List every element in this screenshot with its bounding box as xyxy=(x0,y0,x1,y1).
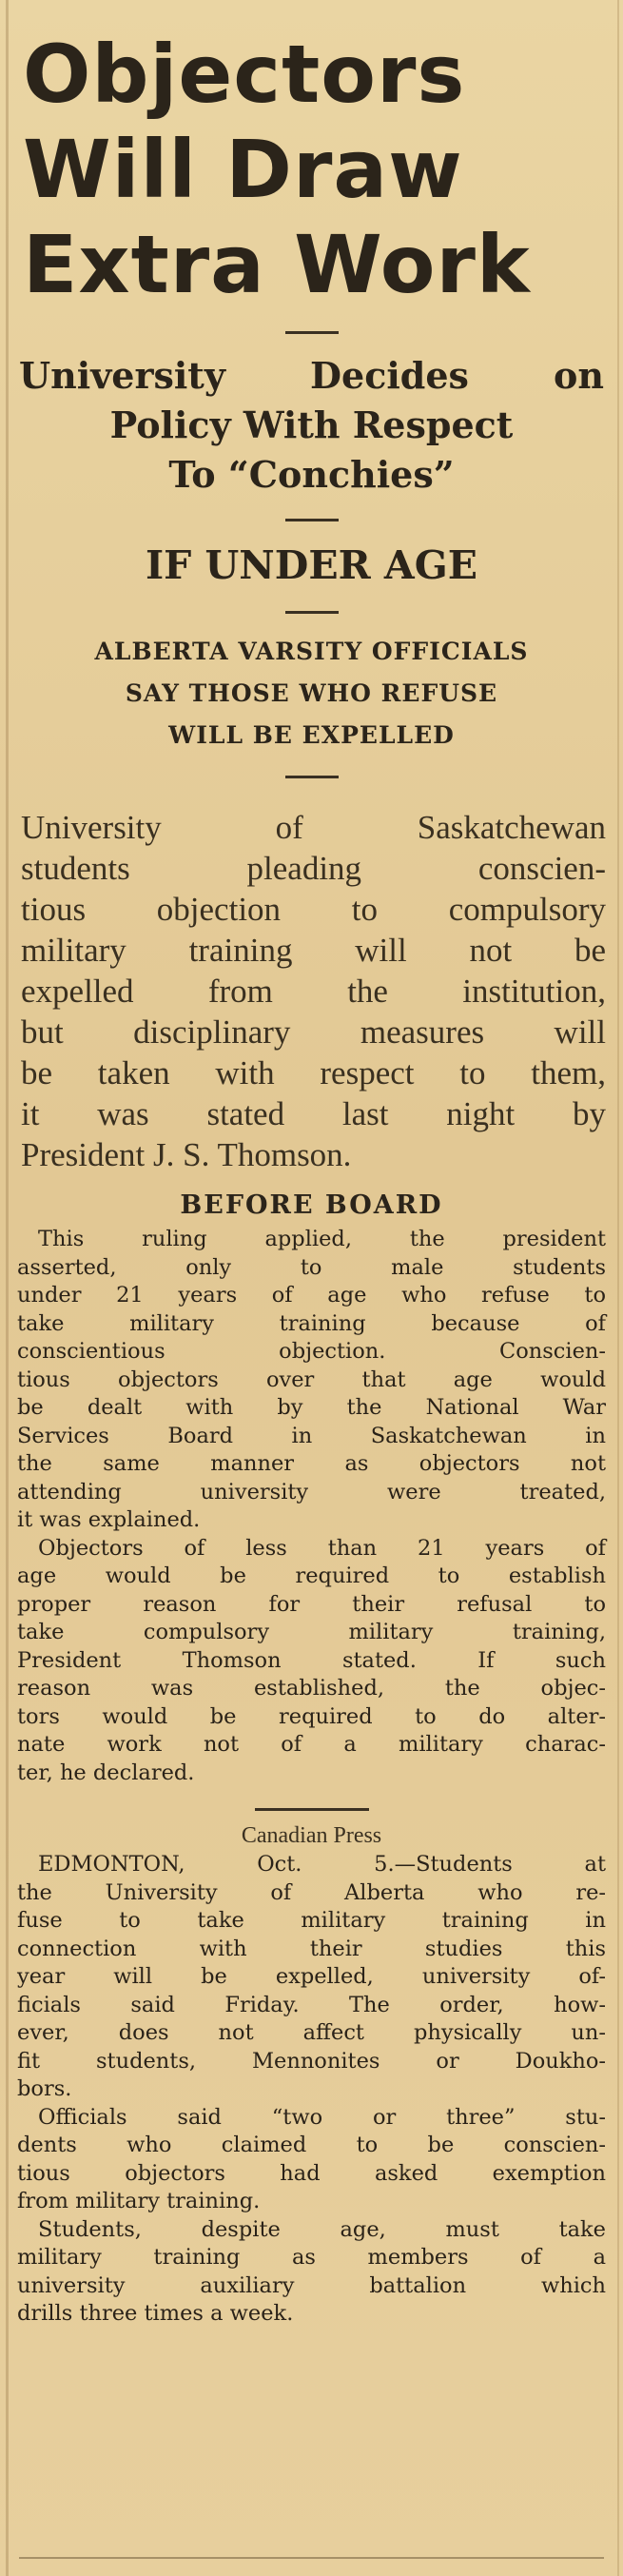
body-line: year will be expelled, university of- xyxy=(17,1964,606,1989)
body-line: Students, despite age, must take xyxy=(38,2216,606,2242)
subdeck xyxy=(0,631,623,757)
divider-rule xyxy=(285,519,339,521)
body-line: EDMONTON, Oct. 5.—Students at xyxy=(38,1852,606,1877)
body-line: attending university were treated, xyxy=(17,1479,606,1504)
lead-line: University of Saskatchewan xyxy=(21,809,606,846)
divider-rule xyxy=(285,611,339,614)
body-line: Officials said “two or three” stu- xyxy=(38,2104,606,2130)
body-line: drills three times a week. xyxy=(17,2301,294,2326)
subdeck-line: WILL BE EXPELLED xyxy=(168,721,455,749)
lead-line: President J. S. Thomson. xyxy=(21,1136,352,1173)
bottom-rule xyxy=(19,2557,604,2559)
body-line: ter, he declared. xyxy=(17,1760,195,1785)
body-line: take military training because of xyxy=(17,1310,606,1336)
headline-line: Will Draw xyxy=(23,123,463,216)
body-line: age would be required to establish xyxy=(17,1563,606,1588)
body-line: fuse to take military training in xyxy=(17,1908,606,1933)
body-paragraph xyxy=(17,2216,606,2329)
body-line: under 21 years of age who refuse to xyxy=(17,1283,606,1308)
lead-line: tious objection to compulsory xyxy=(21,891,606,928)
body-paragraph xyxy=(17,1226,606,1535)
body-line: nate work not of a military charac- xyxy=(17,1732,606,1757)
body-line: be dealt with by the National War xyxy=(17,1395,606,1420)
body-line: military training as members of a xyxy=(17,2245,606,2270)
divider-rule xyxy=(255,1808,369,1811)
lead-line: military training will not be xyxy=(21,932,606,969)
wire-credit: Canadian Press xyxy=(241,1823,382,1848)
body-line: tious objectors had asked exemption xyxy=(17,2160,606,2186)
body-paragraph xyxy=(17,1851,606,2104)
body-line: connection with their studies this xyxy=(17,1936,606,1961)
headline-line: Objectors xyxy=(23,28,466,121)
subdeck-line: SAY THOSE WHO REFUSE xyxy=(125,679,498,707)
lead-line: be taken with respect to them, xyxy=(21,1054,606,1091)
deck-line: University Decides on xyxy=(19,354,604,397)
body-line: asserted, only to male students xyxy=(17,1254,606,1280)
deck xyxy=(0,351,623,500)
lead-line: it was stated last night by xyxy=(21,1095,606,1132)
body-line: bors. xyxy=(17,2076,72,2101)
body-line: take compulsory military training, xyxy=(17,1620,606,1644)
body-line: ever, does not affect physically un- xyxy=(17,2020,606,2045)
headline-line: Extra Work xyxy=(23,218,531,311)
body-line: Services Board in Saskatchewan in xyxy=(17,1423,606,1448)
deck-line: To “Conchies” xyxy=(168,453,455,496)
body-line: it was explained. xyxy=(17,1507,201,1532)
article-body xyxy=(0,1226,623,2329)
headline xyxy=(0,0,623,312)
lead-line: expelled from the institution, xyxy=(21,973,606,1010)
lead-paragraph xyxy=(0,807,623,1175)
body-paragraph xyxy=(17,1535,606,1788)
body-line: the University of Alberta who re- xyxy=(17,1879,606,1905)
body-line: This ruling applied, the president xyxy=(38,1227,606,1251)
deck-line: Policy With Respect xyxy=(109,403,514,446)
divider-rule xyxy=(285,331,339,334)
body-line: President Thomson stated. If such xyxy=(17,1647,606,1673)
section-heading: BEFORE BOARD xyxy=(180,1190,443,1220)
body-line: tious objectors over that age would xyxy=(17,1367,606,1392)
divider-rule xyxy=(285,776,339,778)
lead-line: students pleading conscien- xyxy=(21,850,606,887)
body-line: conscientious objection. Conscien- xyxy=(17,1339,606,1364)
body-line: Objectors of less than 21 years of xyxy=(38,1535,606,1561)
lead-line: but disciplinary measures will xyxy=(21,1013,606,1051)
body-paragraph xyxy=(17,2104,606,2216)
body-line: proper reason for their refusal to xyxy=(17,1591,606,1617)
body-line: university auxiliary battalion which xyxy=(17,2272,606,2298)
body-line: ficials said Friday. The order, how- xyxy=(17,1992,606,2017)
body-line: tors would be required to do alter- xyxy=(17,1703,606,1729)
subhead: IF UNDER AGE xyxy=(145,542,478,588)
body-line: reason was established, the objec- xyxy=(17,1676,606,1701)
body-line: from military training. xyxy=(17,2189,261,2213)
body-line: dents who claimed to be conscien- xyxy=(17,2133,606,2157)
body-line: the same manner as objectors not xyxy=(17,1451,606,1476)
subdeck-line: ALBERTA VARSITY OFFICIALS xyxy=(94,638,529,665)
body-line: fit students, Mennonites or Doukho- xyxy=(17,2048,606,2074)
